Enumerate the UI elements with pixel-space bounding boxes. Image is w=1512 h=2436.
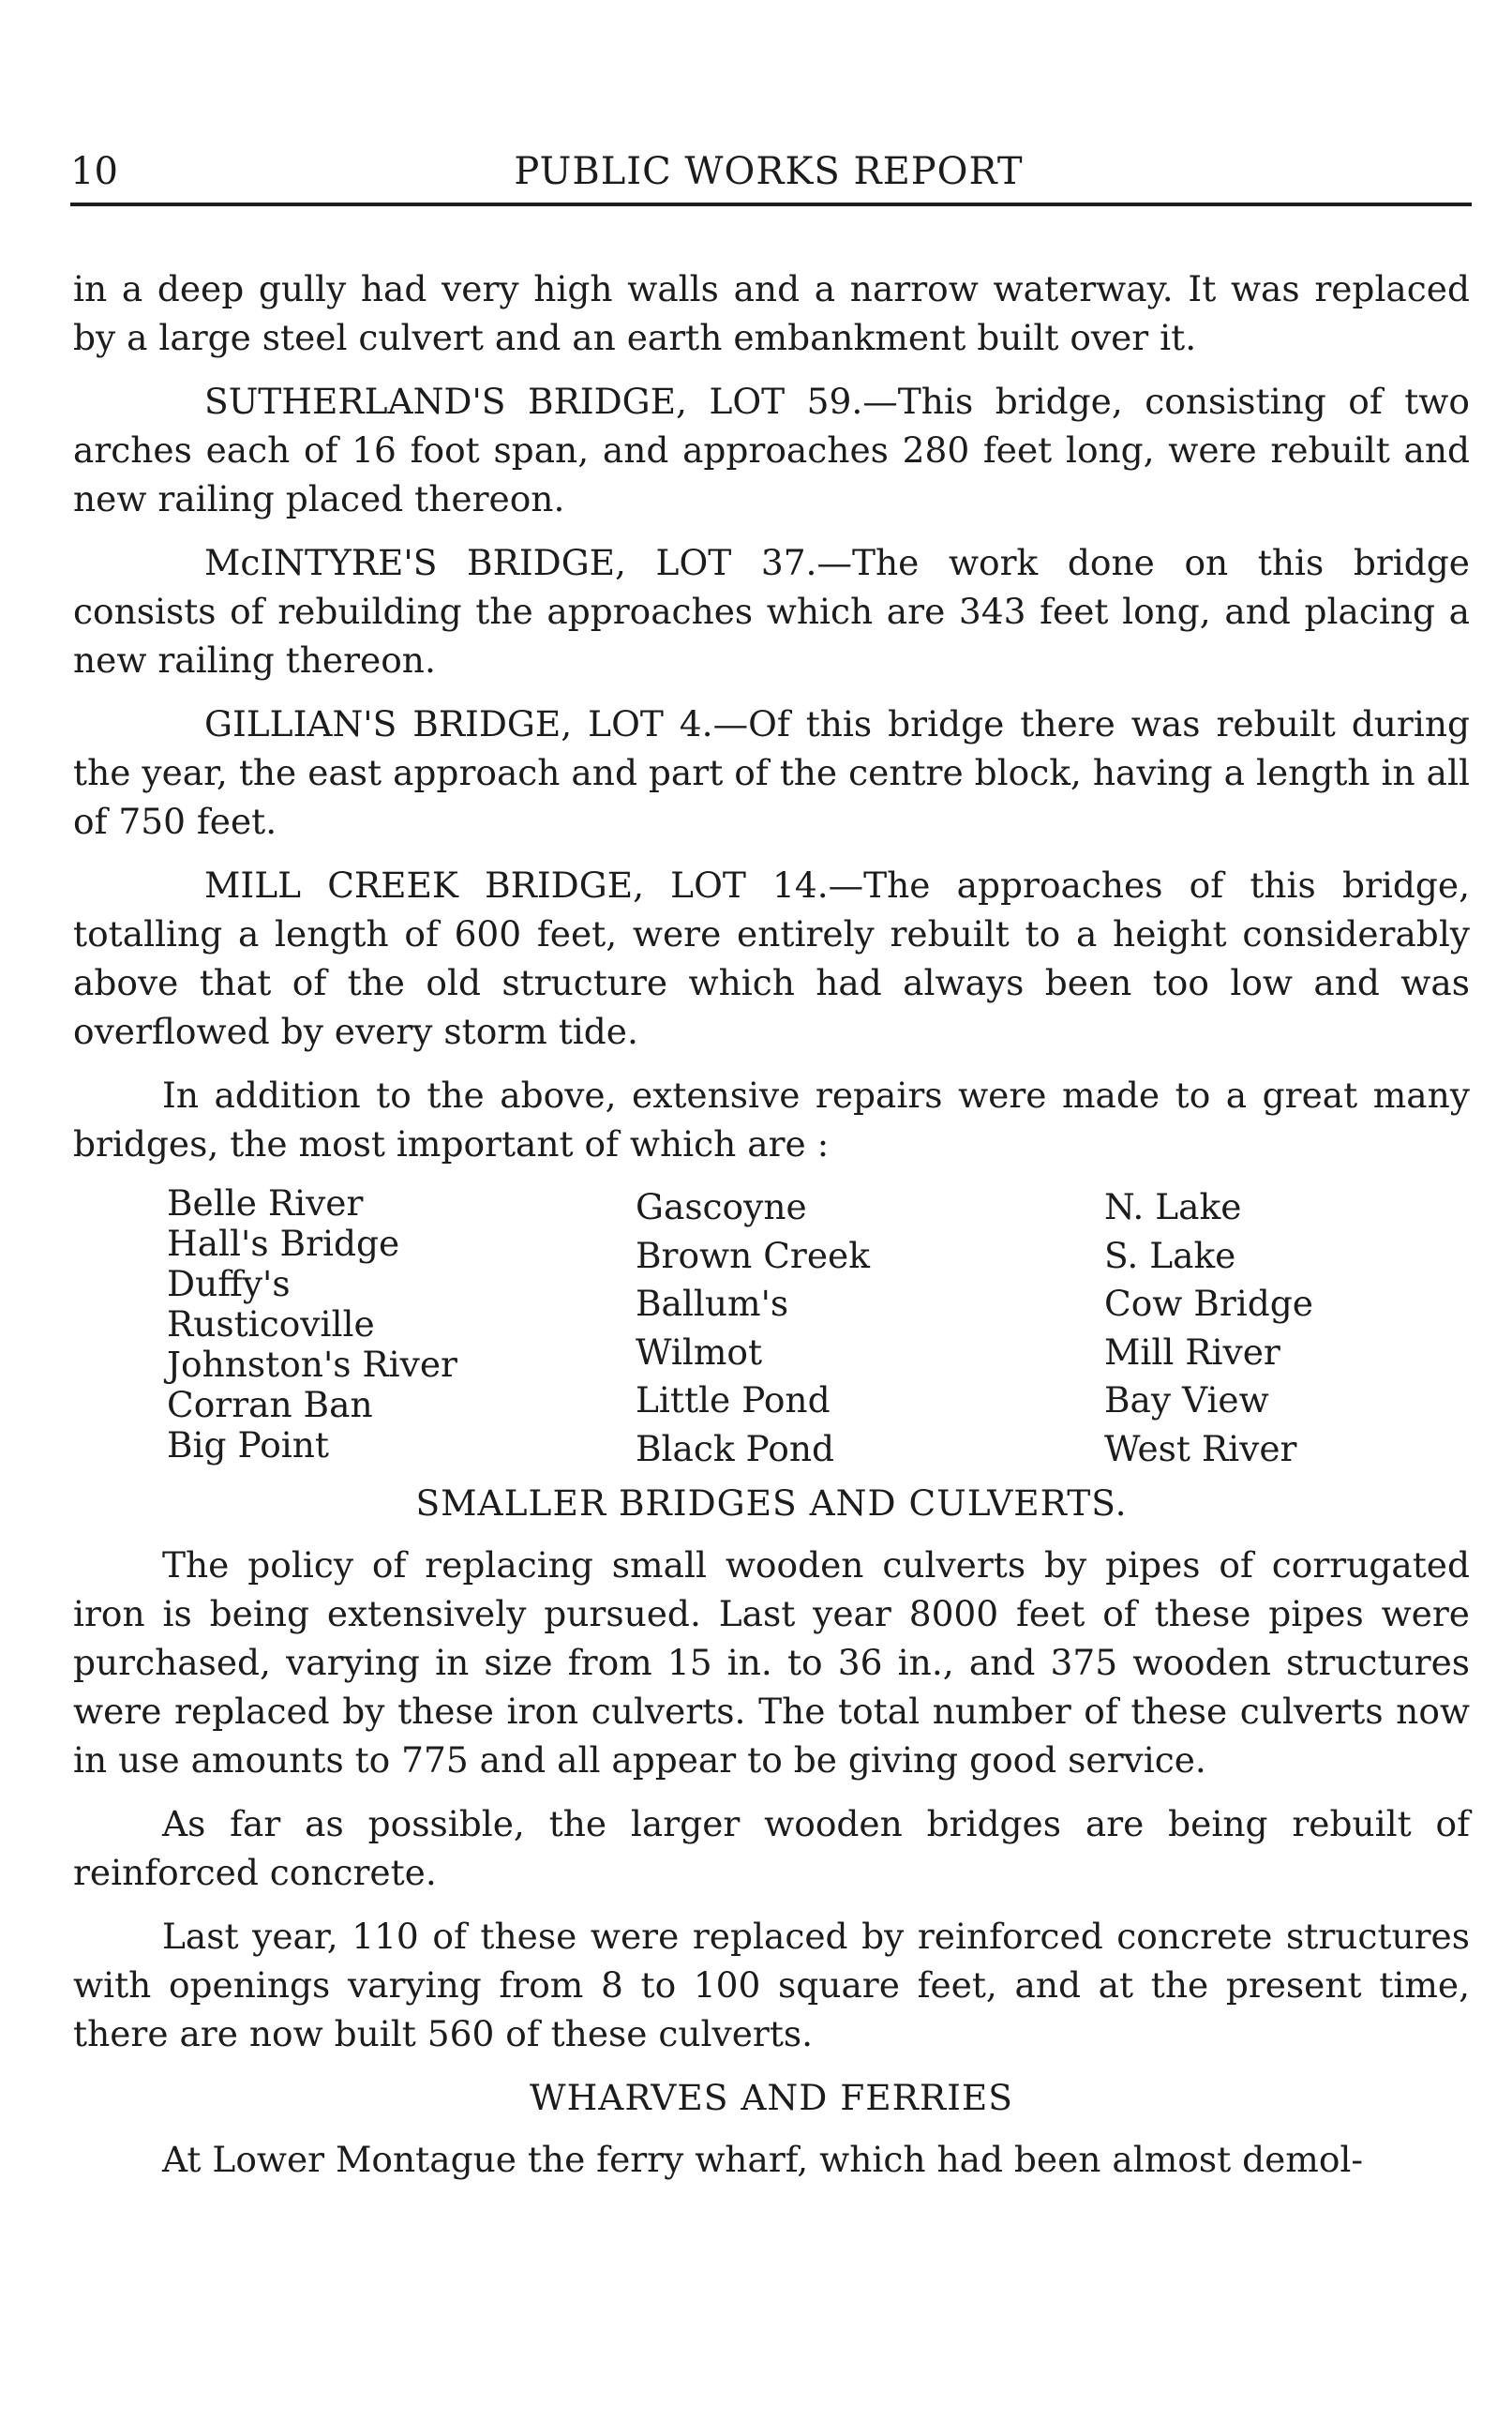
list-item: Bay View [1104,1379,1269,1421]
bridge-list-column-1 [167,1183,636,1473]
list-item: Gascoyne [636,1186,807,1227]
list-item: Ballum's [636,1283,789,1324]
running-title: PUBLIC WORKS REPORT [514,150,1024,193]
paragraph-mill-creek-bridge: MILL CREEK BRIDGE, LOT 14.—The approaches of this bridge, totalling a length of 600 feet, were entirely rebuilt to a height considerably above that of the old structure which had always been too low and was overflowed by every storm tide. [73,865,1470,1052]
paragraph-mcintyres-bridge: McINTYRE'S BRIDGE, LOT 37.—The work done on this bridge consists of rebuilding the approaches which are 343 feet long, and placing a new railing thereon. [73,542,1470,681]
section-heading-smaller-bridges: SMALLER BRIDGES AND CULVERTS. [415,1482,1128,1524]
page-number: 10 [70,150,118,193]
list-item: Johnston's River [167,1344,457,1385]
section-heading-wharves-ferries: WHARVES AND FERRIES [530,2077,1013,2118]
page-body [73,264,1470,2199]
list-item: Big Point [167,1424,329,1466]
list-item: West River [1104,1427,1297,1469]
list-item: Black Pond [636,1427,834,1469]
page-header [70,150,1467,203]
bridge-list-column-3 [1104,1183,1498,1473]
paragraph-repairs-intro: In addition to the above, extensive repairs were made to a great many bridges, the most important of which are : [73,1075,1470,1165]
paragraph-sutherlands-bridge: SUTHERLAND'S BRIDGE, LOT 59.—This bridge, consisting of two arches each of 16 foot span, and approaches 280 feet long, were rebuilt and new railing placed thereon. [73,381,1470,519]
paragraph-lower-montague: At Lower Montague the ferry wharf, which had been almost demol- [162,2139,1364,2180]
list-item: Wilmot [636,1331,763,1373]
paragraph-gillians-bridge: GILLIAN'S BRIDGE, LOT 4.—Of this bridge there was rebuilt during the year, the east approach and part of the centre block, having a length in all of 750 feet. [73,703,1470,842]
list-item: Little Pond [636,1379,831,1421]
list-item: Hall's Bridge [167,1223,400,1264]
bridge-list [167,1183,1470,1473]
list-item: Rusticoville [167,1303,375,1345]
paragraph-gully: in a deep gully had very high walls and a narrow waterway. It was replaced by a large steel culvert and an earth embankment built over it. [73,268,1470,358]
list-item: Cow Bridge [1104,1283,1313,1324]
list-item: S. Lake [1104,1234,1236,1276]
paragraph-concrete-replacements: Last year, 110 of these were replaced by reinforced concrete structures with openings varying from 8 to 100 square feet, and at the present time, there are now built 560 of these culverts. [73,1916,1470,2054]
list-item: N. Lake [1104,1186,1242,1227]
list-item: Duffy's [167,1263,291,1304]
list-item: Mill River [1104,1331,1280,1373]
paragraph-culvert-policy: The policy of replacing small wooden culverts by pipes of corrugated iron is being extensively pursued. Last year 8000 feet of these pipes were purchased, varying in size from 15 in. to 36 in., and 375 wooden structures were replaced by these iron culverts. The total number of these culverts now in use amounts to 775 and all appear to be giving good service. [73,1544,1470,1781]
bridge-list-column-2 [636,1183,1104,1473]
list-item: Corran Ban [167,1384,373,1425]
list-item: Brown Creek [636,1234,870,1276]
list-item: Belle River [167,1182,364,1224]
header-rule [70,203,1472,206]
paragraph-concrete-rebuild: As far as possible, the larger wooden bridges are being rebuilt of reinforced concrete. [73,1803,1470,1893]
